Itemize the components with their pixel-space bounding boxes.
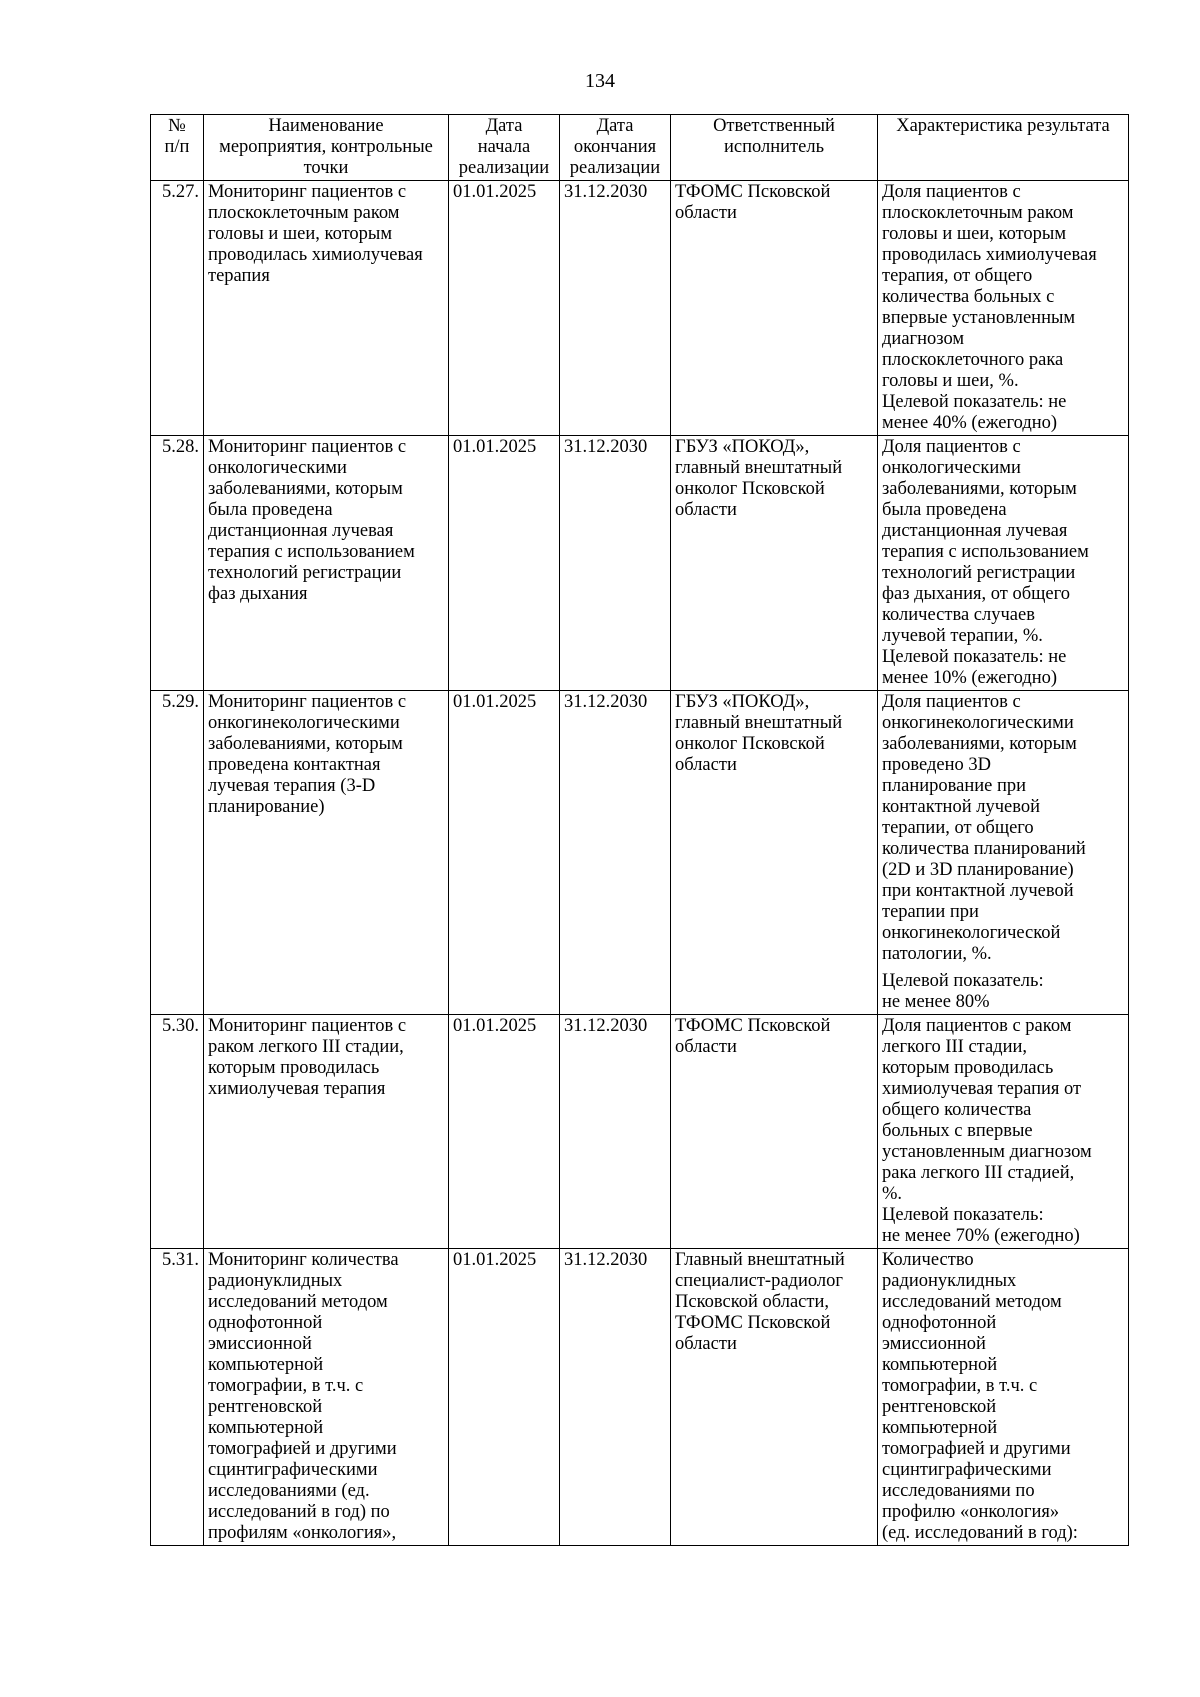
text-line: исследований методом	[882, 1292, 1062, 1312]
text-line: Мониторинг пациентов с	[208, 182, 407, 202]
text-line: Псковской области,	[675, 1292, 829, 1312]
text-line: лучевой терапии, %.	[882, 626, 1043, 646]
text-line: терапии, от общего	[882, 818, 1034, 838]
text-line: Ответственный	[713, 116, 835, 136]
text-line: терапия	[208, 266, 270, 286]
text-line: однофотонной	[208, 1313, 323, 1333]
text-line: области	[675, 755, 737, 775]
text-line: исследованиями (ед.	[208, 1481, 370, 1501]
text-line: (ед. исследований в год):	[882, 1523, 1078, 1543]
text-line: Целевой показатель: не	[882, 647, 1067, 667]
text-line: которым проводилась	[208, 1058, 380, 1078]
text-line: диагнозом	[882, 329, 965, 349]
row-number: 5.29.	[151, 691, 204, 1015]
end-date: 31.12.2030	[560, 1015, 671, 1249]
text-line: менее 10% (ежегодно)	[882, 668, 1058, 688]
text-line: точки	[303, 158, 349, 178]
text-line: заболеваниями, которым	[208, 734, 403, 754]
text-line: технологий регистрации	[208, 563, 402, 583]
text-line: контактной лучевой	[882, 797, 1040, 817]
text-line: Целевой показатель:	[882, 971, 1044, 991]
row-number: 5.30.	[151, 1015, 204, 1249]
activity-name	[204, 691, 449, 1015]
text-line: плоскоклеточным раком	[208, 203, 400, 223]
header-executor	[671, 115, 878, 181]
text-line: рентгеновской	[208, 1397, 323, 1417]
text-line: ТФОМС Псковской	[675, 1016, 831, 1036]
text-line: Мониторинг количества	[208, 1250, 399, 1270]
end-date: 31.12.2030	[560, 181, 671, 436]
text-line: %.	[882, 1184, 903, 1204]
text-line: главный внештатный	[675, 458, 843, 478]
result-description	[878, 181, 1129, 436]
text-line: Доля пациентов с раком	[882, 1016, 1072, 1036]
text-line: дистанционная лучевая	[882, 521, 1068, 541]
text-line: сцинтиграфическими	[208, 1460, 378, 1480]
text-line: которым проводилась	[882, 1058, 1054, 1078]
text-line: онкогинекологической	[882, 923, 1061, 943]
start-date: 01.01.2025	[449, 1249, 560, 1546]
text-line: Дата	[485, 116, 523, 136]
text-line: головы и шеи, которым	[208, 224, 393, 244]
text-line: ТФОМС Псковской	[675, 182, 831, 202]
text-line: исследований в год) по	[208, 1502, 390, 1522]
result-description	[878, 691, 1129, 1015]
text-line: количества случаев	[882, 605, 1035, 625]
header-name	[204, 115, 449, 181]
page-number: 134	[585, 70, 615, 92]
text-line: ГБУЗ «ПОКОД»,	[675, 692, 810, 712]
text-line: не менее 80%	[882, 992, 990, 1012]
text-line: при контактной лучевой	[882, 881, 1074, 901]
executor	[671, 1015, 878, 1249]
result-target	[882, 971, 1124, 1013]
text-line: заболеваниями, которым	[882, 479, 1077, 499]
text-line: онколог Псковской	[675, 479, 825, 499]
text-line: эмиссионной	[208, 1334, 312, 1354]
text-line: реализации	[458, 158, 550, 178]
text-line: области	[675, 1334, 737, 1354]
text-line: плоскоклеточного рака	[882, 350, 1064, 370]
text-line: патологии, %.	[882, 944, 992, 964]
text-line: планирование при	[882, 776, 1027, 796]
text-line: легкого III стадии,	[882, 1037, 1028, 1057]
text-line: однофотонной	[882, 1313, 997, 1333]
text-line: томографии, в т.ч. с	[208, 1376, 364, 1396]
executor	[671, 181, 878, 436]
row-number: 5.27.	[151, 181, 204, 436]
text-line: проводилась химиолучевая	[208, 245, 423, 265]
executor	[671, 1249, 878, 1546]
activity-name	[204, 436, 449, 691]
text-line: профилям «онкология»,	[208, 1523, 397, 1543]
result-description	[878, 436, 1129, 691]
text-line: онкологическими	[208, 458, 347, 478]
text-line: не менее 70% (ежегодно)	[882, 1226, 1080, 1246]
text-line: п/п	[164, 137, 190, 157]
text-line: количества планирований	[882, 839, 1086, 859]
text-line: установленным диагнозом	[882, 1142, 1092, 1162]
text-line: Мониторинг пациентов с	[208, 692, 407, 712]
text-line: головы и шеи, %.	[882, 371, 1019, 391]
text-line: Доля пациентов с	[882, 182, 1021, 202]
text-line: ГБУЗ «ПОКОД»,	[675, 437, 810, 457]
text-line: компьютерной	[208, 1418, 324, 1438]
activity-name	[204, 1015, 449, 1249]
text-line: терапия с использованием	[208, 542, 415, 562]
text-line: лучевая терапия (3-D	[208, 776, 376, 796]
text-line: мероприятия, контрольные	[219, 137, 433, 157]
table-row	[151, 436, 1129, 691]
end-date: 31.12.2030	[560, 691, 671, 1015]
table-row	[151, 1249, 1129, 1546]
text-line: менее 40% (ежегодно)	[882, 413, 1058, 433]
result-description	[878, 1015, 1129, 1249]
header-result	[878, 115, 1129, 181]
text-line: онкологическими	[882, 458, 1021, 478]
end-date: 31.12.2030	[560, 1249, 671, 1546]
result-description	[878, 1249, 1129, 1546]
text-line: плоскоклеточным раком	[882, 203, 1074, 223]
text-line: Наименование	[268, 116, 384, 136]
text-line: проводилась химиолучевая	[882, 245, 1097, 265]
text-line: исследований методом	[208, 1292, 388, 1312]
start-date: 01.01.2025	[449, 691, 560, 1015]
text-line: области	[675, 500, 737, 520]
text-line: Целевой показатель:	[882, 1205, 1044, 1225]
text-line: была проведена	[208, 500, 333, 520]
text-line: специалист-радиолог	[675, 1271, 843, 1291]
text-line: фаз дыхания	[208, 584, 308, 604]
text-line: рака легкого III стадией,	[882, 1163, 1075, 1183]
text-line: заболеваниями, которым	[208, 479, 403, 499]
text-line: впервые установленным	[882, 308, 1076, 328]
text-line: ТФОМС Псковской	[675, 1313, 831, 1333]
text-line: была проведена	[882, 500, 1007, 520]
executor	[671, 436, 878, 691]
text-line: больных с впервые	[882, 1121, 1033, 1141]
text-line: исполнитель	[723, 137, 824, 157]
text-line: онкогинекологическими	[882, 713, 1074, 733]
text-line: заболеваниями, которым	[882, 734, 1077, 754]
executor	[671, 691, 878, 1015]
text-line: Доля пациентов с	[882, 692, 1021, 712]
text-line: компьютерной	[208, 1355, 324, 1375]
text-line: радионуклидных	[882, 1271, 1017, 1291]
text-line: окончания	[573, 137, 657, 157]
text-line: Мониторинг пациентов с	[208, 1016, 407, 1036]
text-line: (2D и 3D планирование)	[882, 860, 1074, 880]
text-line: томографией и другими	[882, 1439, 1071, 1459]
text-line: области	[675, 1037, 737, 1057]
table-row	[151, 1015, 1129, 1249]
table-header-row	[151, 115, 1129, 181]
text-line: количества больных с	[882, 287, 1055, 307]
text-line: реализации	[569, 158, 661, 178]
text-line: Целевой показатель: не	[882, 392, 1067, 412]
activities-table	[150, 114, 1129, 1546]
text-line: Доля пациентов с	[882, 437, 1021, 457]
header-num	[151, 115, 204, 181]
header-start-date	[449, 115, 560, 181]
text-line: дистанционная лучевая	[208, 521, 394, 541]
text-line: терапия с использованием	[882, 542, 1089, 562]
text-line: онкогинекологическими	[208, 713, 400, 733]
activity-name	[204, 181, 449, 436]
text-line: компьютерной	[882, 1418, 998, 1438]
text-line: раком легкого III стадии,	[208, 1037, 404, 1057]
text-line: головы и шеи, которым	[882, 224, 1067, 244]
start-date: 01.01.2025	[449, 436, 560, 691]
start-date: 01.01.2025	[449, 181, 560, 436]
text-line: томографией и другими	[208, 1439, 397, 1459]
text-line: планирование)	[208, 797, 325, 817]
text-line: Главный внештатный	[675, 1250, 845, 1270]
text-line: химиолучевая терапия	[208, 1079, 386, 1099]
text-line: Мониторинг пациентов с	[208, 437, 407, 457]
text-line: терапии при	[882, 902, 979, 922]
text-line: Количество	[882, 1250, 974, 1270]
start-date: 01.01.2025	[449, 1015, 560, 1249]
text-line: эмиссионной	[882, 1334, 986, 1354]
text-line: онколог Псковской	[675, 734, 825, 754]
text-line: технологий регистрации	[882, 563, 1076, 583]
text-line: сцинтиграфическими	[882, 1460, 1052, 1480]
table-row	[151, 691, 1129, 1015]
text-line: общего количества	[882, 1100, 1032, 1120]
text-line: проведена контактная	[208, 755, 381, 775]
text-line: рентгеновской	[882, 1397, 997, 1417]
text-line: фаз дыхания, от общего	[882, 584, 1070, 604]
row-number: 5.31.	[151, 1249, 204, 1546]
text-line: Характеристика результата	[896, 116, 1110, 136]
text-line: проведено 3D	[882, 755, 992, 775]
text-line: химиолучевая терапия от	[882, 1079, 1082, 1099]
header-end-date	[560, 115, 671, 181]
text-line: терапия, от общего	[882, 266, 1033, 286]
row-number: 5.28.	[151, 436, 204, 691]
activity-name	[204, 1249, 449, 1546]
text-line: главный внештатный	[675, 713, 843, 733]
text-line: радионуклидных	[208, 1271, 343, 1291]
text-line: №	[168, 116, 186, 136]
result-text	[882, 692, 1124, 965]
text-line: компьютерной	[882, 1355, 998, 1375]
text-line: томографии, в т.ч. с	[882, 1376, 1038, 1396]
text-line: профилю «онкология»	[882, 1502, 1060, 1522]
text-line: начала	[477, 137, 531, 157]
end-date: 31.12.2030	[560, 436, 671, 691]
text-line: области	[675, 203, 737, 223]
text-line: исследованиями по	[882, 1481, 1035, 1501]
table-row	[151, 181, 1129, 436]
text-line: Дата	[596, 116, 634, 136]
